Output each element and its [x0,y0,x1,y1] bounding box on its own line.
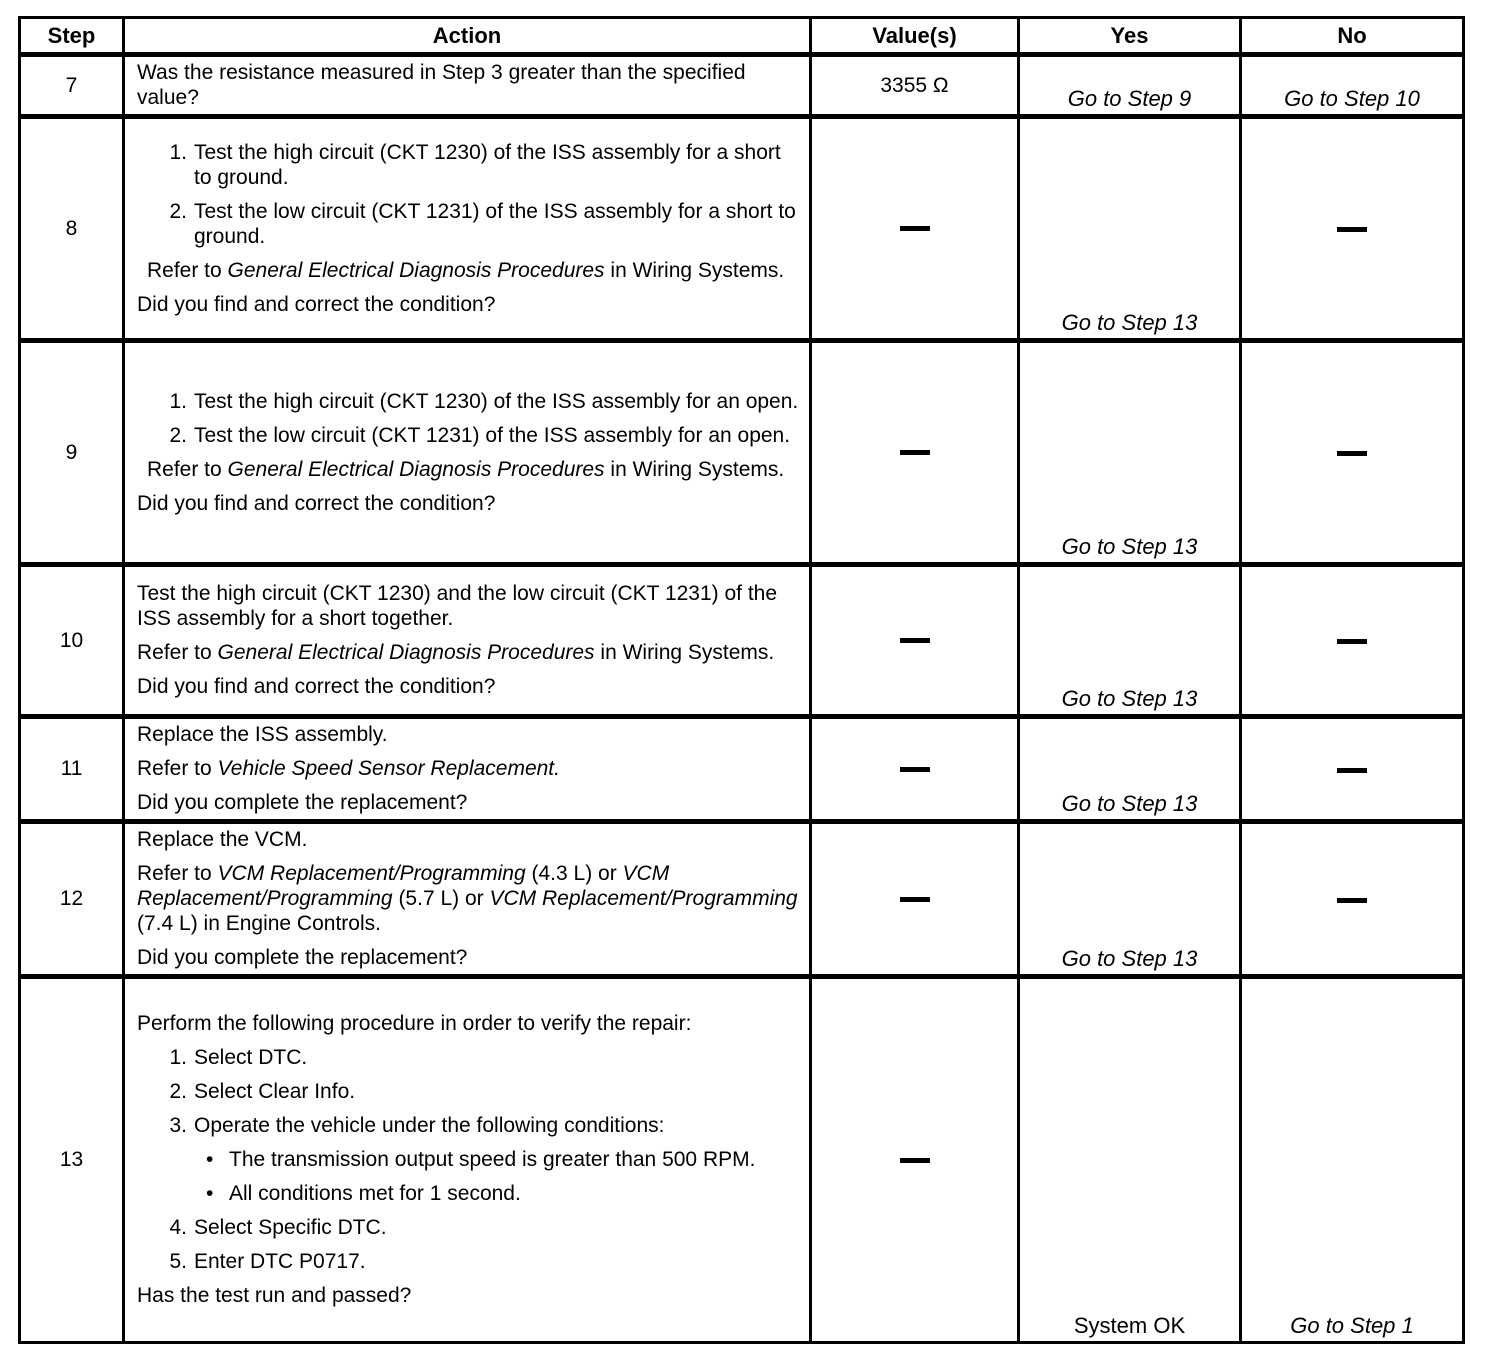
dash-mark [900,638,930,643]
yes-result[interactable]: System OK [1019,977,1241,1343]
reference-link[interactable]: General Electrical Diagnosis Procedures [227,457,605,481]
no-cell [1241,341,1464,565]
action-cell [124,822,811,977]
dash-mark [1337,227,1367,232]
step-number: 13 [20,977,124,1343]
step-number: 10 [20,565,124,717]
action-text: Replace the ISS assembly. [137,723,388,746]
dash-mark [1337,898,1367,903]
value-cell [811,341,1019,565]
no-cell [1241,117,1464,341]
no-link[interactable]: Go to Step 1 [1241,977,1464,1343]
no-cell [1241,717,1464,822]
yes-link[interactable]: Go to Step 13 [1019,341,1241,565]
header-step: Step [20,18,124,55]
reference-text: Refer to VCM Replacement/Programming (4.3 L) or VCM Replacement/Programming (5.7 L) or VCM Replacement/Programming (7.4 L) in Engine Controls. [137,862,798,935]
yes-link[interactable]: Go to Step 13 [1019,822,1241,977]
list-item: 1. Test the high circuit (CKT 1230) of the ISS assembly for a short to ground. [169,140,781,189]
reference-link[interactable]: VCM Replacement/Programming [217,862,526,885]
yes-link[interactable]: Go to Step 9 [1019,55,1241,117]
yes-link[interactable]: Go to Step 13 [1019,565,1241,717]
reference-link[interactable]: VCM Replacement/Programming [489,887,798,910]
table-row-step-13 [20,977,1464,1343]
action-cell [124,341,811,565]
table-row-step-12 [20,822,1464,977]
dash-mark [900,450,930,455]
no-cell [1241,822,1464,977]
condition-list [194,1147,799,1206]
action-cell [124,55,811,117]
reference-text: Refer to Vehicle Speed Sensor Replacement. [137,757,560,780]
list-item: 2. Test the low circuit (CKT 1231) of the ISS assembly for an open. [169,423,791,447]
dash-mark [1337,768,1367,773]
value-cell [811,565,1019,717]
list-item: 2. Select Clear Info. [169,1080,356,1103]
action-cell [124,565,811,717]
reference-link[interactable]: General Electrical Diagnosis Procedures [217,641,595,664]
diagnostic-table-frame [18,16,1462,1342]
yes-link[interactable]: Go to Step 13 [1019,717,1241,822]
header-yes: Yes [1019,18,1241,55]
action-cell [124,717,811,822]
procedure-list [137,140,799,249]
question-text: Did you find and correct the condition? [137,292,496,316]
step-number: 12 [20,822,124,977]
procedure-list [137,389,799,448]
question-text: Was the resistance measured in Step 3 greater than the specified value? [137,61,746,109]
header-action: Action [124,18,811,55]
dash-mark [900,1158,930,1163]
list-item: 4. Select Specific DTC. [169,1216,387,1239]
diagnostic-table [18,16,1465,1344]
dash-mark [900,767,930,772]
value-cell [811,822,1019,977]
list-item: 1. Select DTC. [169,1046,308,1069]
no-cell [1241,565,1464,717]
dash-mark [1337,639,1367,644]
reference-link[interactable]: VCM Replacement/Programming [137,862,670,910]
question-text: Did you find and correct the condition? [137,491,496,515]
value-cell: 3355 Ω [811,55,1019,117]
list-item: 2. Test the low circuit (CKT 1231) of the ISS assembly for a short to ground. [169,199,796,248]
list-item: 5. Enter DTC P0717. [169,1250,366,1273]
reference-link[interactable]: Vehicle Speed Sensor Replacement. [217,757,560,780]
step-number: 9 [20,341,124,565]
value-cell [811,717,1019,822]
reference-link[interactable]: General Electrical Diagnosis Procedures [227,258,605,282]
list-item: • The transmission output speed is greater than 500 RPM. [206,1148,756,1171]
step-number: 7 [20,55,124,117]
question-text: Did you find and correct the condition? [137,675,496,698]
action-text: Test the high circuit (CKT 1230) and the low circuit (CKT 1231) of the ISS assembly for a short together. [137,582,778,630]
list-item: 1. Test the high circuit (CKT 1230) of the ISS assembly for an open. [169,389,799,413]
action-cell [124,117,811,341]
action-text: Perform the following procedure in order to verify the repair: [137,1012,692,1035]
action-text: Replace the VCM. [137,828,308,851]
header-values: Value(s) [811,18,1019,55]
step-number: 11 [20,717,124,822]
dash-mark [1337,451,1367,456]
value-cell [811,117,1019,341]
value-cell [811,977,1019,1343]
list-item: 3. Operate the vehicle under the following conditions: • The transmission output speed is greater than 500 RPM. • All conditions met for 1 second. [137,1113,799,1206]
table-row-step-7 [20,55,1464,117]
yes-link[interactable]: Go to Step 13 [1019,117,1241,341]
list-item: • All conditions met for 1 second. [206,1182,521,1205]
table-row-step-8 [20,117,1464,341]
reference-text: Refer to General Electrical Diagnosis Procedures in Wiring Systems. [137,641,775,664]
question-text: Has the test run and passed? [137,1284,412,1307]
header-row [20,18,1464,55]
dash-mark [900,226,930,231]
action-cell [124,977,811,1343]
header-no: No [1241,18,1464,55]
no-link[interactable]: Go to Step 10 [1241,55,1464,117]
dash-mark [900,897,930,902]
reference-text: Refer to General Electrical Diagnosis Procedures in Wiring Systems. [147,258,785,282]
question-text: Did you complete the replacement? [137,946,468,969]
reference-text: Refer to General Electrical Diagnosis Procedures in Wiring Systems. [147,457,785,481]
question-text: Did you complete the replacement? [137,791,468,814]
table-row-step-10 [20,565,1464,717]
table-row-step-9 [20,341,1464,565]
table-row-step-11 [20,717,1464,822]
step-number: 8 [20,117,124,341]
procedure-list [137,1045,799,1274]
